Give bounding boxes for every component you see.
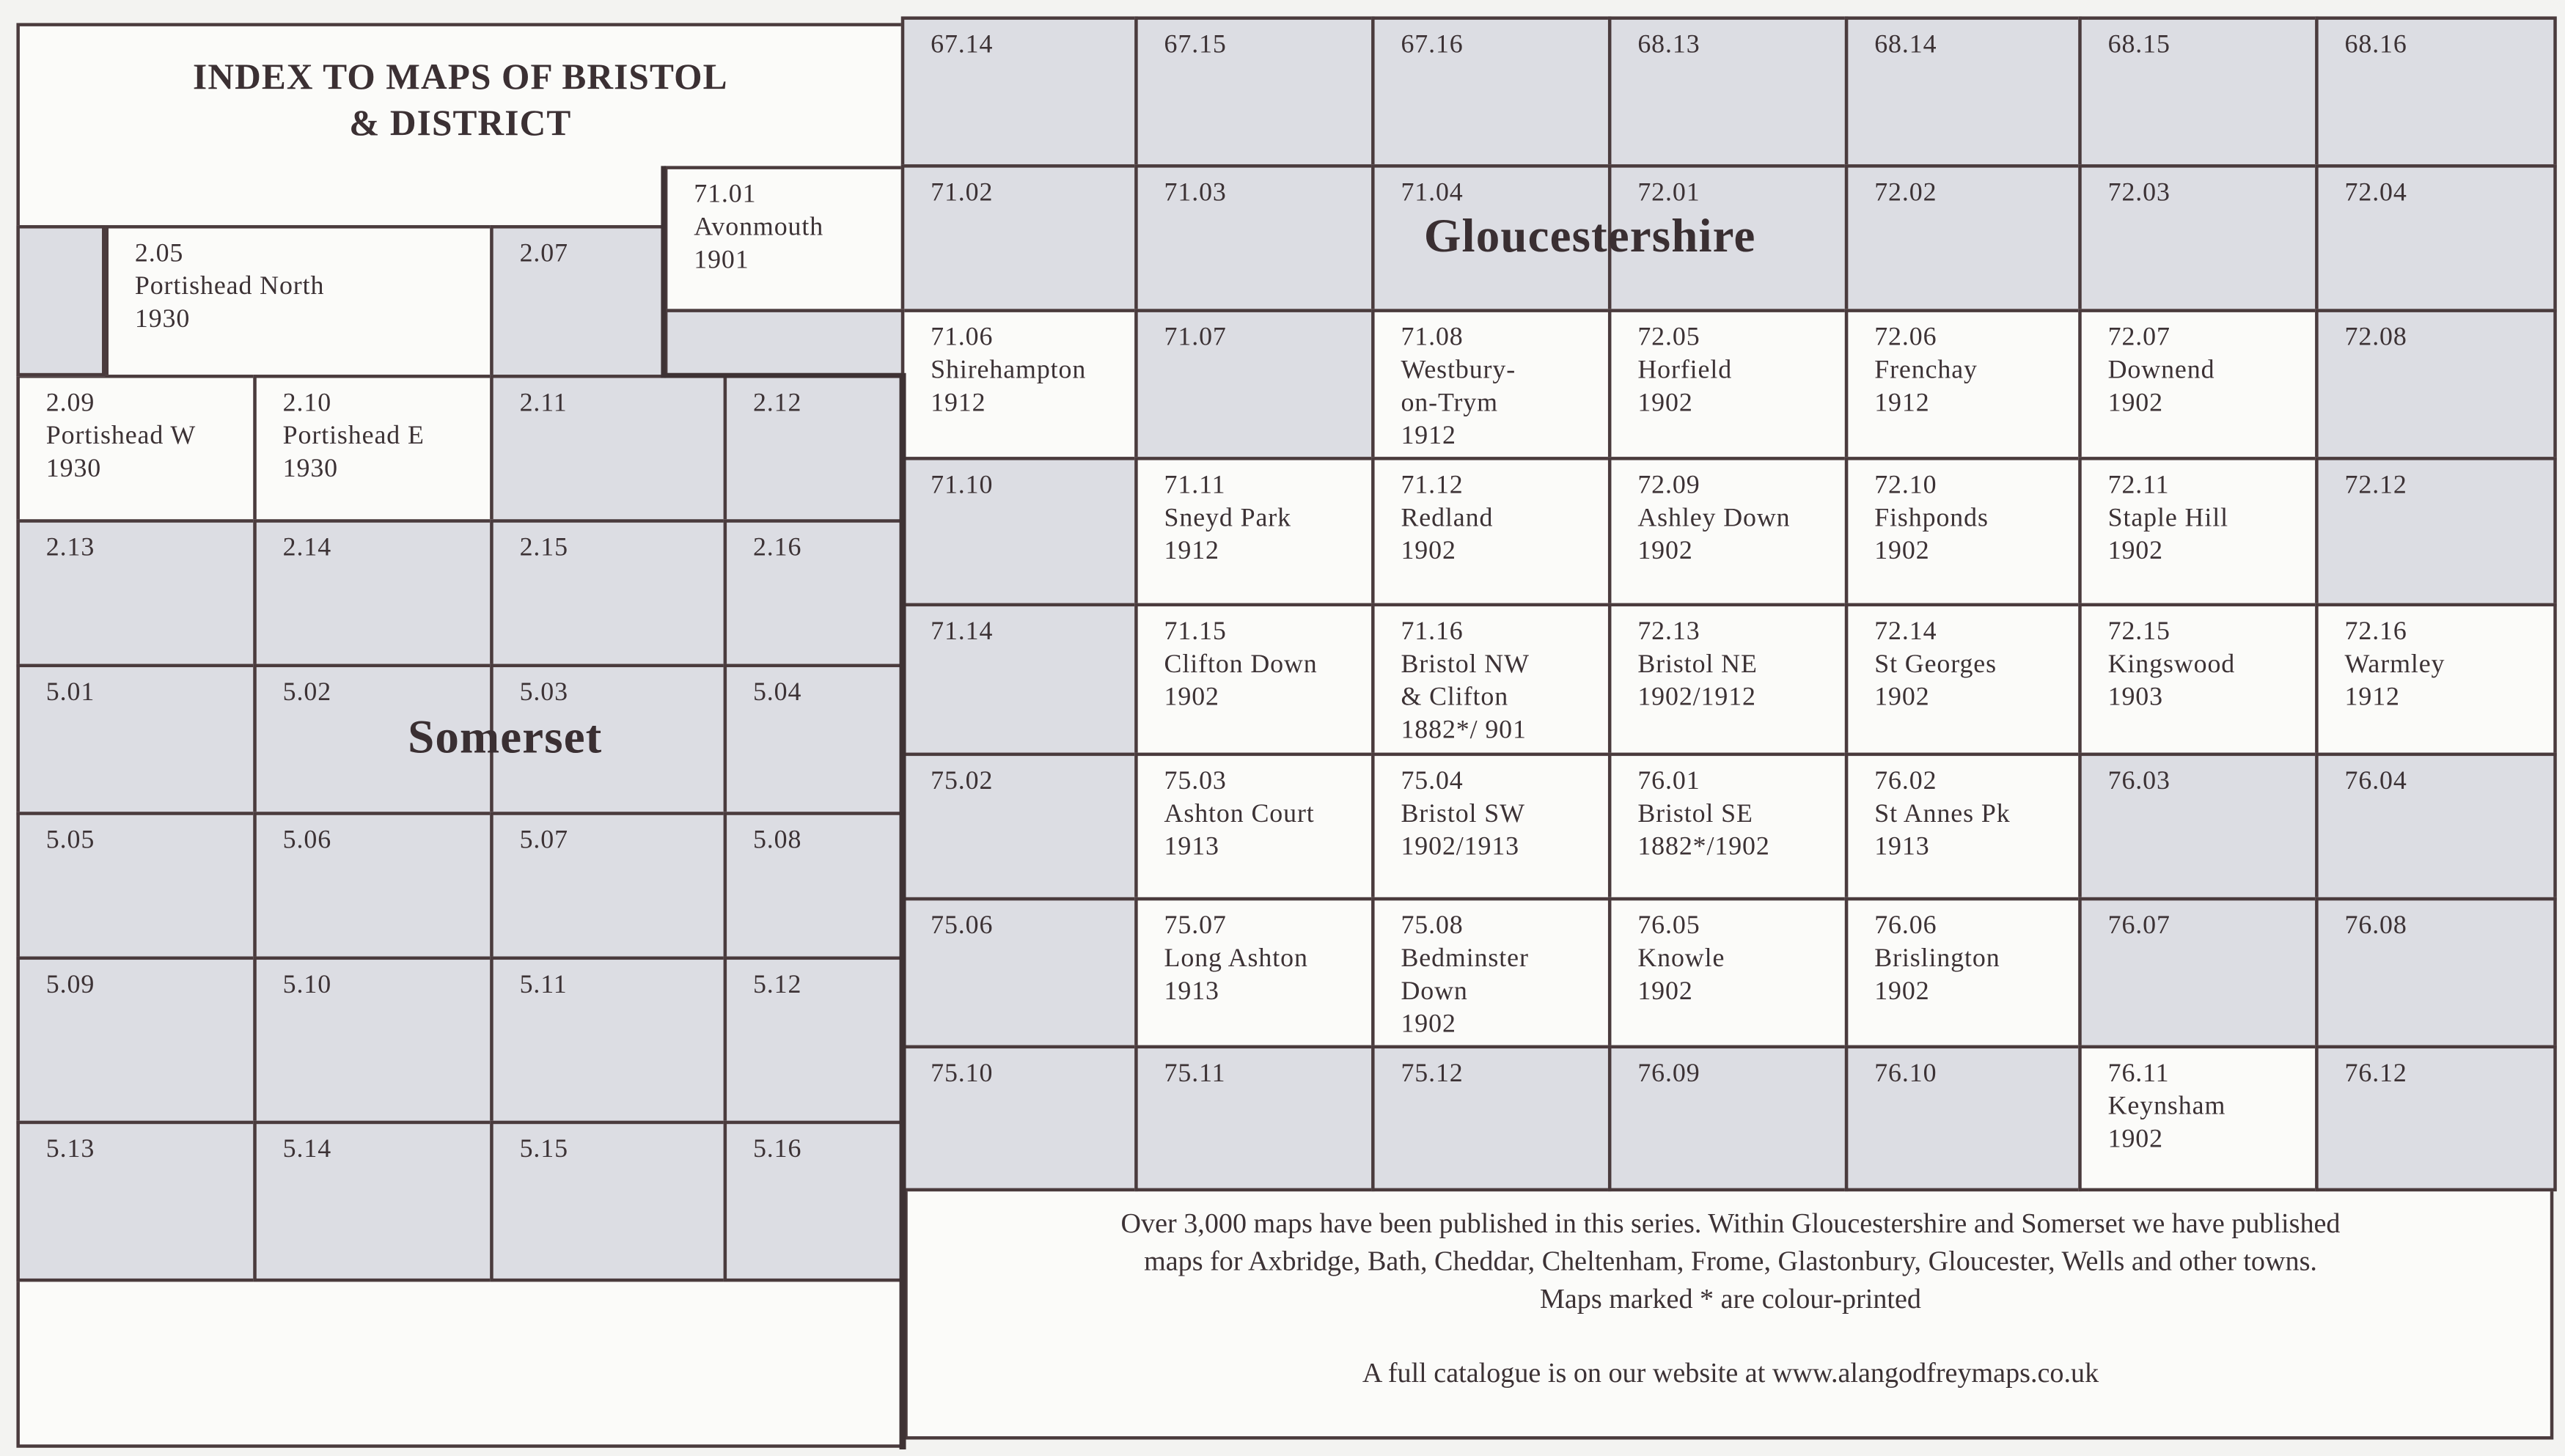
sheet-75-03 <box>1134 753 1374 901</box>
sheet-number: 5.12 <box>752 971 802 999</box>
sheet-72-12 <box>2315 457 2557 606</box>
sheet-5-14 <box>253 1121 493 1282</box>
sheet-number: 5.11 <box>519 971 568 999</box>
sheet-number: 71.10 <box>931 471 994 500</box>
sheet-number: 68.14 <box>1874 31 1937 59</box>
sheet-date: 1902 <box>2107 1125 2163 1154</box>
sheet-name: Kingswood <box>2107 650 2236 679</box>
sheet-date: 1882*/1902 <box>1637 833 1770 861</box>
sheet-71-12 <box>1371 457 1611 606</box>
sheet-76-07 <box>2078 897 2318 1048</box>
sheet-5-07 <box>490 812 727 960</box>
sheet-76-10 <box>1845 1045 2082 1191</box>
sheet-name: Ashley Down <box>1637 504 1791 533</box>
sheet-name: Shirehampton <box>931 356 1087 385</box>
sheet-76-01 <box>1608 753 1848 901</box>
sheet-number: 5.05 <box>45 826 95 855</box>
sheet-number: 75.07 <box>1164 912 1227 941</box>
sheet-date: 1902/1913 <box>1401 833 1519 861</box>
sheet-number: 76.02 <box>1874 767 1937 795</box>
sheet-number: 71.04 <box>1401 179 1464 207</box>
sheet-number: 75.10 <box>931 1059 994 1088</box>
sheet-name: Downend <box>2107 356 2215 385</box>
sheet-5-01 <box>16 664 256 815</box>
sheet-number: 5.01 <box>45 678 95 707</box>
sheet-number: 72.03 <box>2107 179 2170 207</box>
sheet-name: Horfield <box>1637 356 1733 385</box>
info-line-4: A full catalogue is on our website at www.alangodfreymaps.co.uk <box>1362 1357 2099 1389</box>
sheet-number: 72.06 <box>1874 323 1937 352</box>
sheet-date: 1902 <box>1637 537 1693 566</box>
sheet-number: 76.09 <box>1637 1059 1700 1088</box>
sheet-name: Brislington <box>1874 944 2000 973</box>
sheet-number: 5.02 <box>282 678 332 707</box>
sheet-number: 5.10 <box>282 971 332 999</box>
sheet-67-16 <box>1371 16 1611 167</box>
sheet-name: Fishponds <box>1874 504 1989 533</box>
sheet-number: 76.05 <box>1637 912 1700 941</box>
sheet-number: 72.15 <box>2107 617 2170 646</box>
sheet-number: 72.08 <box>2344 323 2407 352</box>
sheet-name: Ashton Court <box>1164 800 1315 828</box>
sheet-number: 75.06 <box>931 912 994 941</box>
sheet-5-11 <box>490 957 727 1125</box>
sheet-5-04 <box>724 664 905 815</box>
sheet-date: 1902 <box>1164 683 1219 712</box>
info-line-3: Maps marked * are colour-printed <box>1539 1283 1922 1315</box>
sheet-number: 2.15 <box>519 534 568 562</box>
sheet-72-05 <box>1608 309 1848 460</box>
sheet-68-13 <box>1608 16 1848 167</box>
sheet-date: 1902 <box>1637 389 1693 418</box>
sheet-5-06 <box>253 812 493 960</box>
sheet-number: 2.14 <box>282 534 332 562</box>
sheet-71-15 <box>1134 603 1374 756</box>
sheet-72-10 <box>1845 457 2082 606</box>
sheet-number: 5.06 <box>282 826 332 855</box>
county-boundary-avonmouth <box>661 166 666 378</box>
sheet-number: 2.13 <box>45 534 95 562</box>
sheet-name: Long Ashton <box>1164 944 1308 973</box>
sheet-number: 72.04 <box>2344 179 2407 207</box>
sheet-name: Redland <box>1401 504 1494 533</box>
sheet-72-06 <box>1845 309 2082 460</box>
sheet-number: 71.03 <box>1164 179 1227 207</box>
sheet-number: 76.04 <box>2344 767 2407 795</box>
sheet-67-15 <box>1134 16 1374 167</box>
sheet-number: 72.10 <box>1874 471 1937 500</box>
sheet-71-16 <box>1371 603 1611 756</box>
sheet-number: 5.14 <box>282 1135 332 1163</box>
sheet-number: 76.11 <box>2107 1059 2170 1088</box>
sheet-72-16 <box>2315 603 2557 756</box>
info-line-2: maps for Axbridge, Bath, Cheddar, Cheltenham, Frome, Glastonbury, Gloucester, Wells and other towns. <box>1144 1246 2317 1277</box>
sheet-68-16 <box>2315 16 2557 167</box>
sheet-number: 2.12 <box>752 389 802 418</box>
sheet-number: 5.09 <box>45 971 95 999</box>
sheet-72-08 <box>2315 309 2557 460</box>
sheet-number: 72.12 <box>2344 471 2407 500</box>
sheet-date: 1902 <box>1874 977 1930 1006</box>
sheet-number: 75.08 <box>1401 912 1464 941</box>
sheet-date: 1901 <box>694 246 749 275</box>
sheet-number: 71.15 <box>1164 617 1227 646</box>
sheet-76-08 <box>2315 897 2557 1048</box>
sheet-number: 72.01 <box>1637 179 1700 207</box>
sheet-76-06 <box>1845 897 2082 1048</box>
sheet-76-05 <box>1608 897 1848 1048</box>
sheet-2-07 <box>490 225 667 380</box>
sheet-72-02 <box>1845 164 2082 312</box>
sheet-number: 71.12 <box>1401 471 1464 500</box>
region-label-gloucestershire: Gloucestershire <box>1423 210 1756 263</box>
info-line-1: Over 3,000 maps have been published in this series. Within Gloucestershire and Somerset we have published <box>1120 1207 2341 1240</box>
sheet-date: 1913 <box>1164 977 1219 1006</box>
sheet-name: Warmley <box>2344 650 2445 679</box>
sheet-number: 76.10 <box>1874 1059 1937 1088</box>
sheet-71-01 <box>664 166 904 312</box>
sheet-date: 1912 <box>931 389 986 418</box>
sheet-number: 67.16 <box>1401 31 1464 59</box>
sheet-76-04 <box>2315 753 2557 901</box>
info-text <box>908 1205 2554 1392</box>
sheet-name: Portishead North <box>134 273 325 301</box>
sheet-71-07 <box>1134 309 1374 460</box>
sheet-number: 5.04 <box>752 678 802 707</box>
sheet-71-08 <box>1371 309 1611 460</box>
sheet-name: Staple Hill <box>2107 504 2228 533</box>
sheet-date: 1912 <box>1401 422 1456 451</box>
sheet-76-02 <box>1845 753 2082 901</box>
sheet-72-09 <box>1608 457 1848 606</box>
sheet-number: 2.10 <box>282 389 332 418</box>
sheet-number: 71.06 <box>931 323 994 352</box>
sheet-number: 5.08 <box>752 826 802 855</box>
sheet-number: 2.09 <box>45 389 95 418</box>
sheet-date: 1930 <box>134 305 191 334</box>
sheet-72-11 <box>2078 457 2318 606</box>
sheet-2-05 <box>106 225 493 380</box>
sheet-75-04 <box>1371 753 1611 901</box>
sheet-number: 71.14 <box>931 617 994 646</box>
sheet-number: 71.16 <box>1401 617 1464 646</box>
sheet-number: 72.05 <box>1637 323 1700 352</box>
sheet-date: 1913 <box>1874 833 1930 861</box>
sheet-number: 72.13 <box>1637 617 1700 646</box>
sheet-number: 67.15 <box>1164 31 1227 59</box>
sheet-number: 5.03 <box>519 678 568 707</box>
sheet-71-14 <box>901 603 1138 756</box>
sheet-71-06 <box>901 309 1138 460</box>
sheet-name: Clifton Down <box>1164 650 1318 679</box>
sheet-2-15 <box>490 519 727 667</box>
sheet-number: 75.04 <box>1401 767 1464 795</box>
sheet-date: 1902 <box>1874 537 1930 566</box>
sheet-date: 1902 <box>1401 1010 1456 1039</box>
sheet-2-12 <box>724 375 905 523</box>
sheet-name: Frenchay <box>1874 356 1978 385</box>
sheet-72-04 <box>2315 164 2557 312</box>
sheet-2-13 <box>16 519 256 667</box>
sheet-76-12 <box>2315 1045 2557 1191</box>
sheet-75-02 <box>901 753 1138 901</box>
sheet-number: 75.03 <box>1164 767 1227 795</box>
sheet-name: Portishead E <box>282 422 425 451</box>
sheet-number: 76.08 <box>2344 912 2407 941</box>
sheet-67-14 <box>901 16 1138 167</box>
sheet-number: 2.05 <box>134 240 184 268</box>
sheet-2-16 <box>724 519 905 667</box>
sheet-number: 72.02 <box>1874 179 1937 207</box>
sheet-name: Bristol SE <box>1637 800 1753 828</box>
index-title <box>16 54 904 147</box>
sheet-75-12 <box>1371 1045 1611 1191</box>
sheet-name: Avonmouth <box>694 213 824 242</box>
sheet-name: St Annes Pk <box>1874 800 2011 828</box>
sheet-5-05 <box>16 812 256 960</box>
sheet-5-13 <box>16 1121 256 1282</box>
sheet-71-02 <box>901 164 1138 312</box>
sheet-71-11 <box>1134 457 1374 606</box>
sheet-name: Knowle <box>1637 944 1725 973</box>
sheet-number: 72.16 <box>2344 617 2407 646</box>
sheet-number: 72.07 <box>2107 323 2170 352</box>
sheet-number: 68.13 <box>1637 31 1700 59</box>
sheet-number: 5.13 <box>45 1135 95 1163</box>
sheet-number: 71.02 <box>931 179 994 207</box>
sheet-5-08 <box>724 812 905 960</box>
region-label-somerset: Somerset <box>408 711 603 765</box>
sheet-72-13 <box>1608 603 1848 756</box>
sheet-name: Sneyd Park <box>1164 504 1291 533</box>
sheet-date: 1902 <box>1637 977 1693 1006</box>
sheet-name: Portishead W <box>45 422 197 451</box>
sheet-number: 5.16 <box>752 1135 802 1163</box>
sheet-75-07 <box>1134 897 1374 1048</box>
sheet-71-10 <box>901 457 1138 606</box>
sheet-75-10 <box>901 1045 1138 1191</box>
sheet-name: Westbury- on-Trym <box>1401 356 1516 418</box>
sheet-2-09 <box>16 375 256 523</box>
sheet-number: 75.02 <box>931 767 994 795</box>
sheet-2-10 <box>253 375 493 523</box>
sheet-date: 1902 <box>2107 389 2163 418</box>
sheet-number: 71.07 <box>1164 323 1227 352</box>
sheet-72-15 <box>2078 603 2318 756</box>
index-title-line-2: & DISTRICT <box>349 101 572 144</box>
sheet-number: 68.16 <box>2344 31 2407 59</box>
sheet-5-09 <box>16 957 256 1125</box>
sheet-number: 76.12 <box>2344 1059 2407 1088</box>
sheet-date: 1930 <box>45 455 102 484</box>
sheet-5-16 <box>724 1121 905 1282</box>
sheet-number: 71.01 <box>694 180 757 209</box>
sheet-number: 75.12 <box>1401 1059 1464 1088</box>
sheet-76-03 <box>2078 753 2318 901</box>
sheet-number: 71.11 <box>1164 471 1226 500</box>
sheet-date: 1930 <box>282 455 339 484</box>
sheet-number: 2.11 <box>519 389 568 418</box>
sheet-5-12 <box>724 957 905 1125</box>
index-title-line-1: INDEX TO MAPS OF BRISTOL <box>193 56 728 98</box>
sheet-2-11 <box>490 375 727 523</box>
sheet-name: Bristol NE <box>1637 650 1758 679</box>
blank-strip-left <box>16 225 105 376</box>
sheet-5-15 <box>490 1121 727 1282</box>
county-boundary-horizontal <box>664 373 906 378</box>
sheet-68-14 <box>1845 16 2082 167</box>
sheet-72-14 <box>1845 603 2082 756</box>
sheet-date: 1912 <box>1874 389 1930 418</box>
blank-strip-avonmouth <box>664 309 904 376</box>
sheet-date: 1882*/ 901 <box>1401 716 1527 745</box>
sheet-number: 2.16 <box>752 534 802 562</box>
sheet-75-06 <box>901 897 1138 1048</box>
sheet-name: St Georges <box>1874 650 1997 679</box>
sheet-number: 76.01 <box>1637 767 1700 795</box>
sheet-date: 1902 <box>2107 537 2163 566</box>
sheet-number: 5.07 <box>519 826 568 855</box>
sheet-number: 5.15 <box>519 1135 568 1163</box>
sheet-date: 1903 <box>2107 683 2163 712</box>
county-boundary-vertical <box>900 375 906 1449</box>
sheet-number: 76.06 <box>1874 912 1937 941</box>
sheet-number: 68.15 <box>2107 31 2170 59</box>
sheet-2-14 <box>253 519 493 667</box>
sheet-date: 1912 <box>2344 683 2400 712</box>
sheet-76-09 <box>1608 1045 1848 1191</box>
sheet-number: 75.11 <box>1164 1059 1226 1088</box>
sheet-date: 1902 <box>1874 683 1930 712</box>
sheet-72-07 <box>2078 309 2318 460</box>
sheet-number: 72.11 <box>2107 471 2170 500</box>
sheet-number: 71.08 <box>1401 323 1464 352</box>
sheet-name: Bristol SW <box>1401 800 1525 828</box>
sheet-68-15 <box>2078 16 2318 167</box>
sheet-number: 76.07 <box>2107 912 2170 941</box>
sheet-name: Bedminster Down <box>1401 944 1529 1006</box>
sheet-number: 2.07 <box>519 240 568 268</box>
sheet-number: 67.14 <box>931 31 994 59</box>
sheet-name: Keynsham <box>2107 1092 2226 1121</box>
sheet-date: 1902 <box>1401 537 1456 566</box>
sheet-75-11 <box>1134 1045 1374 1191</box>
sheet-71-03 <box>1134 164 1374 312</box>
sheet-number: 72.14 <box>1874 617 1937 646</box>
sheet-name: Bristol NW & Clifton <box>1401 650 1530 712</box>
sheet-number: 72.09 <box>1637 471 1700 500</box>
sheet-number: 76.03 <box>2107 767 2170 795</box>
sheet-72-03 <box>2078 164 2318 312</box>
sheet-76-11 <box>2078 1045 2318 1191</box>
sheet-75-08 <box>1371 897 1611 1048</box>
sheet-date: 1912 <box>1164 537 1219 566</box>
sheet-5-10 <box>253 957 493 1125</box>
sheet-date: 1902/1912 <box>1637 683 1756 712</box>
sheet-date: 1913 <box>1164 833 1219 861</box>
